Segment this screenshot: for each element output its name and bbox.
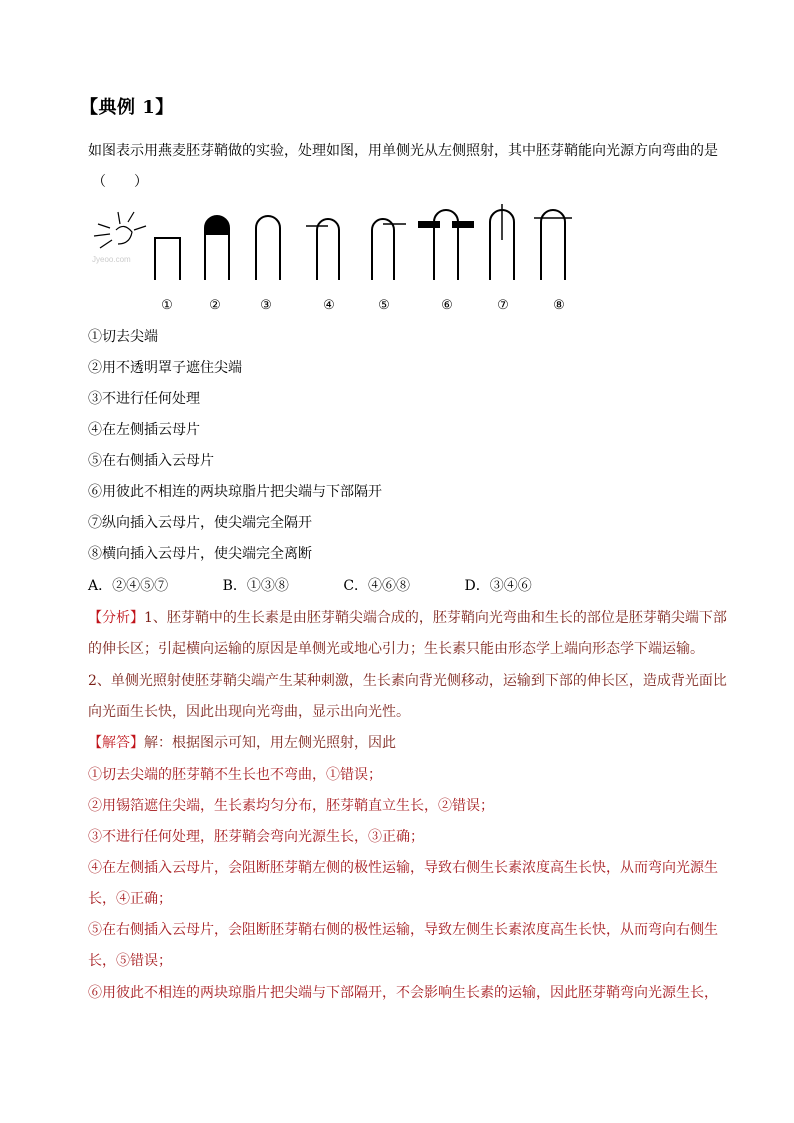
option-c: C．④⑥⑧ xyxy=(343,578,411,594)
analysis-line-2: 的伸长区；引起横向运输的原因是单侧光或地心引力；生长素只能由形态学上端向形态学下端运输。 xyxy=(88,641,704,657)
figure-label-2: ② xyxy=(209,298,221,313)
example-heading: 【典例 1】 xyxy=(80,97,174,118)
answer-item-1: ①切去尖端的胚芽鞘不生长也不弯曲，①错误； xyxy=(88,767,382,783)
option-a: A．②④⑤⑦ xyxy=(88,578,169,594)
answer-options xyxy=(88,576,532,596)
figure-label-5: ⑤ xyxy=(378,298,390,313)
question-text: 如图表示用燕麦胚芽鞘做的实验，处理如图，用单侧光从左侧照射，其中胚芽鞘能向光源方向弯曲的是 xyxy=(88,143,718,159)
answer-tag: 【解答】 xyxy=(88,735,144,751)
coleoptile-4 xyxy=(317,219,339,280)
answer-item-5: ⑤在右侧插入云母片，会阻断胚芽鞘右侧的极性运输，导致左侧生长素浓度高生长快，从而弯向右侧生 xyxy=(88,922,718,938)
answer-item-6: ⑥用彼此不相连的两块琼脂片把尖端与下部隔开，不会影响生长素的运输，因此胚芽鞘弯向光源生长， xyxy=(88,985,718,1001)
treatment-6: ⑥用彼此不相连的两块琼脂片把尖端与下部隔开 xyxy=(88,484,382,500)
coleoptile-3 xyxy=(256,216,280,280)
coleoptile-6 xyxy=(434,210,458,280)
treatment-8: ⑧横向插入云母片，使尖端完全离断 xyxy=(88,546,312,562)
analysis-line-1: 【分析】1、胚芽鞘中的生长素是由胚芽鞘尖端合成的，胚芽鞘向光弯曲和生长的部位是胚芽鞘尖端下部 xyxy=(88,610,727,626)
option-b: B．①③⑧ xyxy=(222,578,289,594)
figure-label-1: ① xyxy=(161,298,173,313)
analysis-line-3: 2、单侧光照射使胚芽鞘尖端产生某种刺激，生长素向背光侧移动，运输到下部的伸长区，造成背光面比 xyxy=(88,673,727,689)
answer-item-3: ③不进行任何处理，胚芽鞘会弯向光源生长，③正确； xyxy=(88,829,424,845)
treatment-1: ①切去尖端 xyxy=(88,329,158,345)
figure-label-8: ⑧ xyxy=(553,298,565,313)
answer-item-4: ④在左侧插入云母片，会阻断胚芽鞘左侧的极性运输，导致右侧生长素浓度高生长快，从而弯向光源生 xyxy=(88,860,718,876)
treatment-7: ⑦纵向插入云母片，使尖端完全隔开 xyxy=(88,515,312,531)
answer-intro: 【解答】解：根据图示可知，用左侧光照射，因此 xyxy=(88,735,396,751)
coleoptile-5 xyxy=(372,219,394,280)
coleoptile-1 xyxy=(155,238,180,280)
coleoptile-8 xyxy=(541,210,565,280)
watermark-text: Jyeoo.com xyxy=(92,255,131,264)
treatment-2: ②用不透明罩子遮住尖端 xyxy=(88,360,242,376)
figure-label-4: ④ xyxy=(323,298,335,313)
question-blank: （ ） xyxy=(92,174,148,190)
treatment-4: ④在左侧插云母片 xyxy=(88,422,200,438)
option-d: D．③④⑥ xyxy=(464,578,532,594)
answer-item-2: ②用锡箔遮住尖端，生长素均匀分布，胚芽鞘直立生长，②错误； xyxy=(88,798,494,814)
figure-label-3: ③ xyxy=(260,298,272,313)
figure-label-7: ⑦ xyxy=(497,298,509,313)
figure-label-6: ⑥ xyxy=(441,298,453,313)
answer-item-5-cont: 长，⑤错误； xyxy=(88,953,172,969)
treatment-3: ③不进行任何处理 xyxy=(88,391,200,407)
treatment-5: ⑤在右侧插入云母片 xyxy=(88,453,214,469)
sun-icon xyxy=(94,212,146,248)
analysis-tag: 【分析】 xyxy=(88,610,144,626)
coleoptile-figure xyxy=(88,200,588,295)
analysis-line-4: 向光面生长快，因此出现向光弯曲，显示出向光性。 xyxy=(88,704,410,720)
answer-item-4-cont: 长，④正确； xyxy=(88,891,172,907)
